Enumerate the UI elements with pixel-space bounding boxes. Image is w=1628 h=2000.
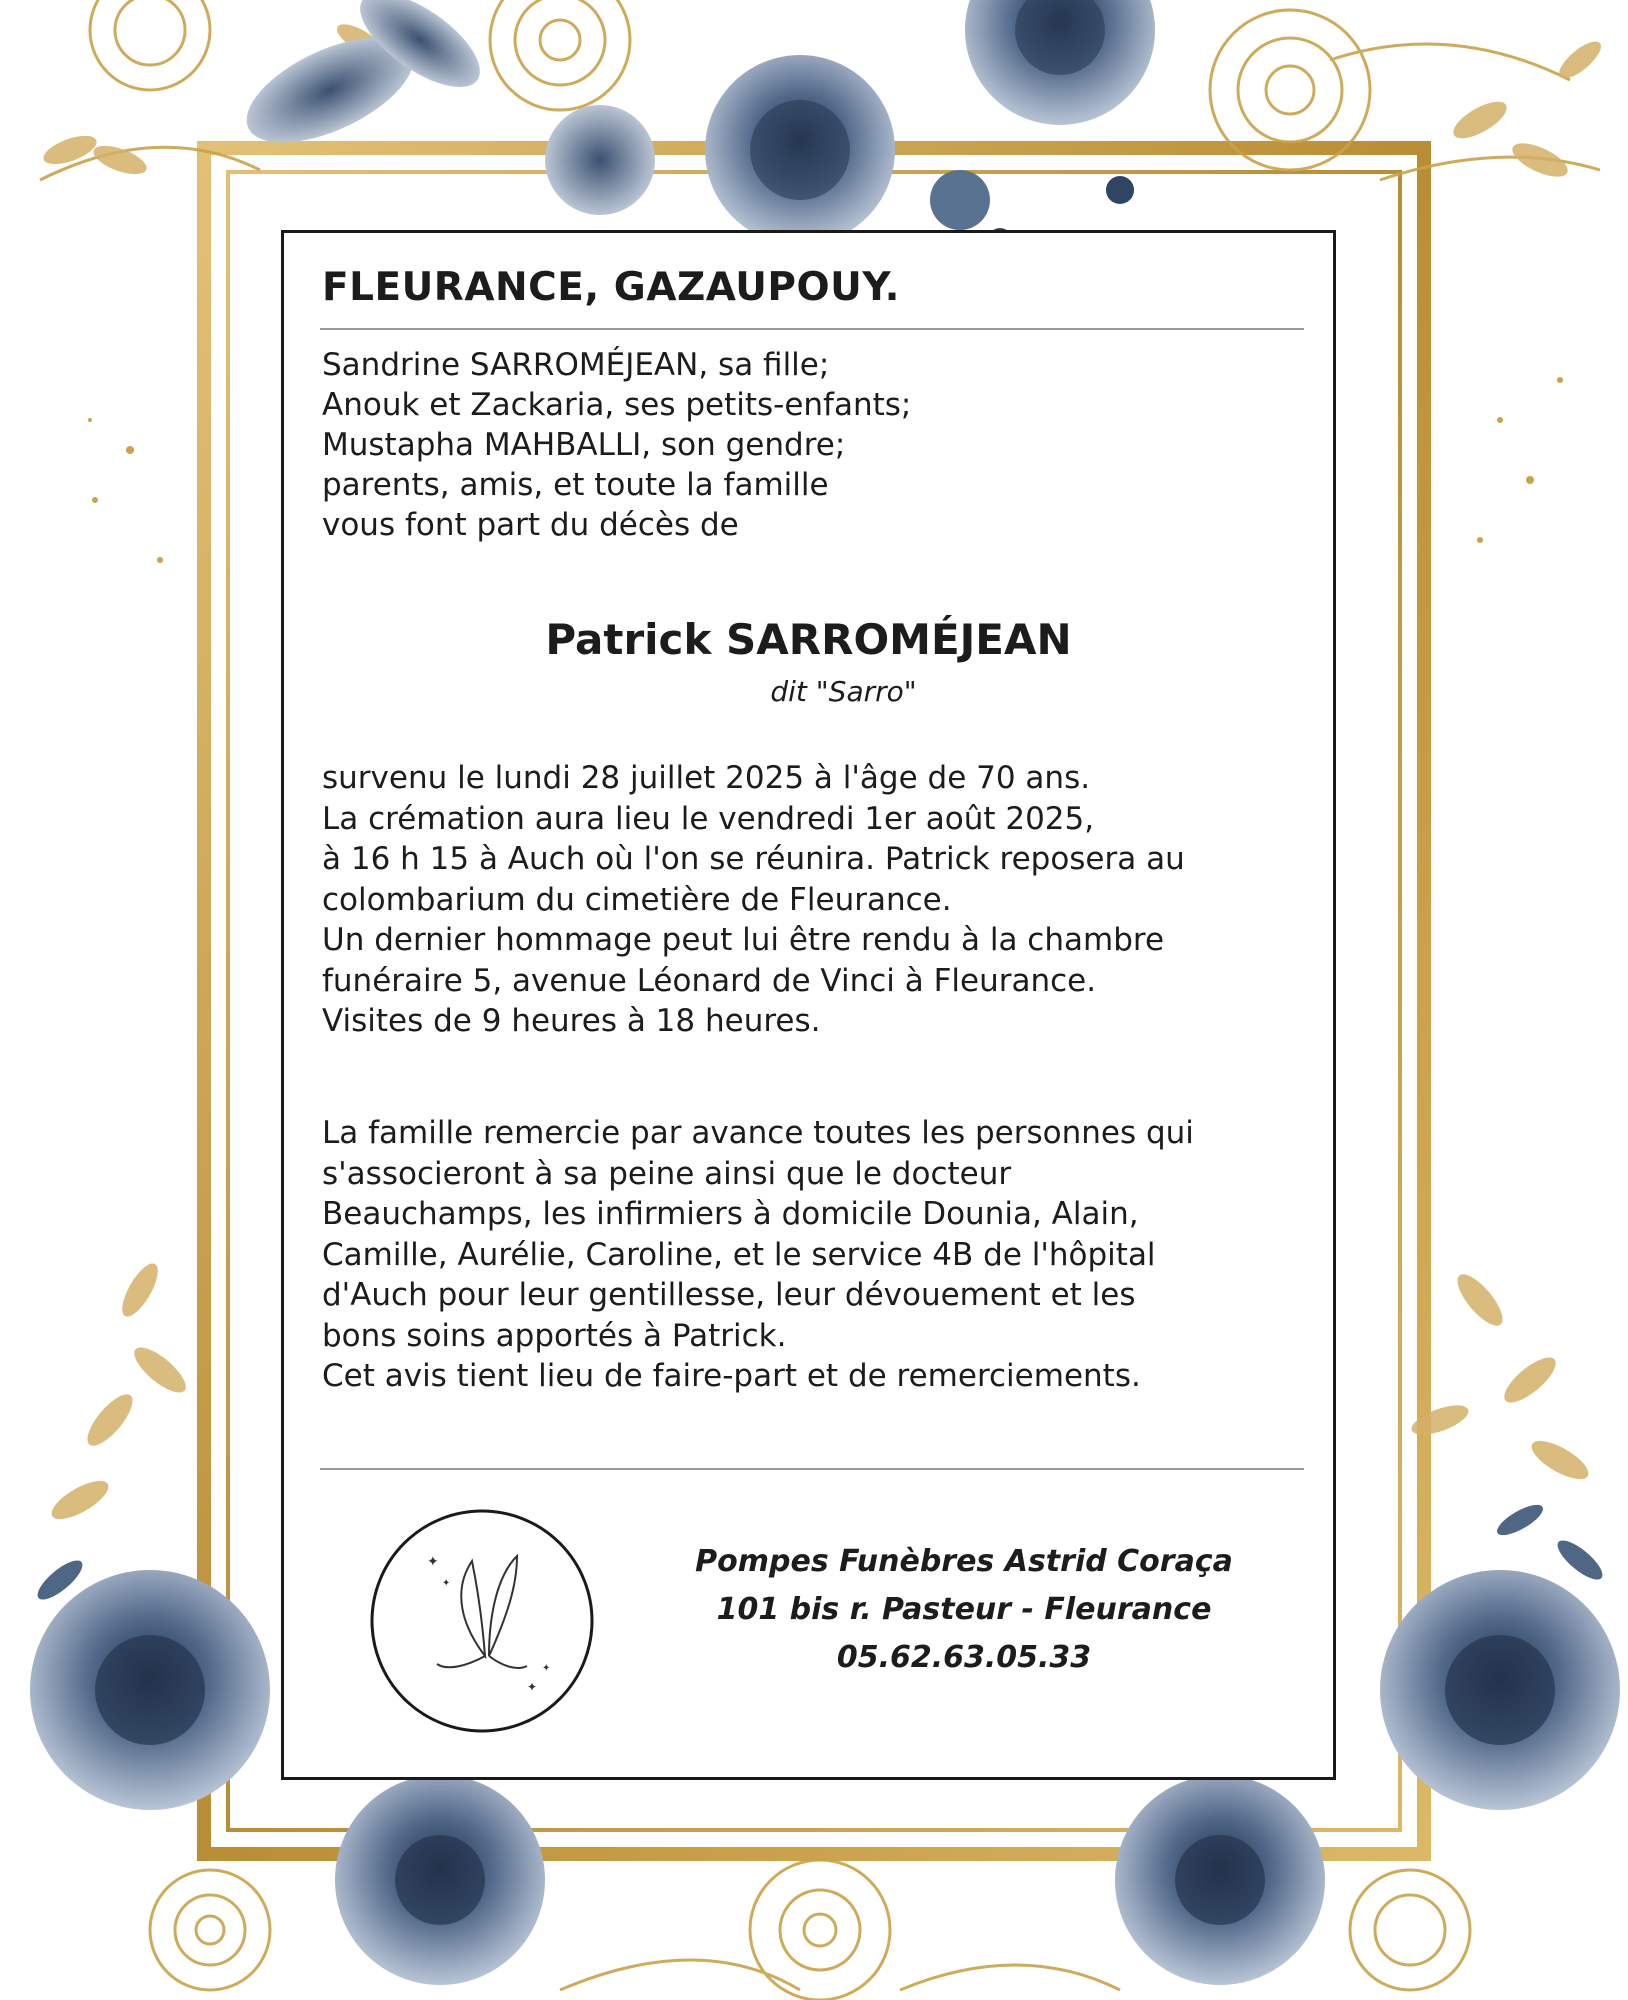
- funeral-home-phone[interactable]: 05.62.63.05.33: [836, 1640, 1092, 1675]
- ceremony-paragraph: [322, 758, 1302, 1042]
- thanks-paragraph: [322, 1113, 1302, 1397]
- text-line: Camille, Aurélie, Caroline, et le service 4B de l'hôpital: [322, 1236, 1156, 1273]
- top-divider: [320, 328, 1304, 330]
- family-line: vous font part du décès de: [322, 507, 739, 543]
- text-line: colombarium du cimetière de Fleurance.: [322, 881, 952, 918]
- text-line: Beauchamps, les infirmiers à domicile Dounia, Alain,: [322, 1196, 1139, 1232]
- funeral-home-address: 101 bis r. Pasteur - Fleurance: [716, 1592, 1212, 1627]
- text-line: Cet avis tient lieu de faire-part et de remerciements.: [322, 1358, 1141, 1394]
- family-line: Anouk et Zackaria, ses petits-enfants;: [322, 387, 912, 423]
- text-line: à 16 h 15 à Auch où l'on se réunira. Patrick reposera au: [322, 841, 1185, 877]
- family-announcement: [322, 345, 1302, 545]
- svg-text:✦: ✦: [442, 1578, 451, 1589]
- family-line: parents, amis, et toute la famille: [322, 467, 829, 503]
- text-line: d'Auch pour leur gentillesse, leur dévouement et les: [322, 1277, 1136, 1313]
- deceased-name: Patrick SARROMÉJEAN: [545, 615, 1072, 664]
- family-line: Mustapha MAHBALLI, son gendre;: [322, 427, 846, 463]
- text-line: Un dernier hommage peut lui être rendu à la chambre: [322, 922, 1165, 958]
- text-line: Visites de 9 heures à 18 heures.: [322, 1003, 821, 1039]
- funeral-home-name: Pompes Funèbres Astrid Coraça: [695, 1544, 1233, 1579]
- obituary-card: [281, 230, 1336, 1780]
- svg-text:✦: ✦: [527, 1680, 538, 1694]
- text-line: funéraire 5, avenue Léonard de Vinci à Fleurance.: [322, 962, 1097, 999]
- text-line: survenu le lundi 28 juillet 2025 à l'âge de 70 ans.: [322, 760, 1091, 796]
- butterfly-icon: [367, 1506, 597, 1736]
- svg-text:✦: ✦: [542, 1663, 551, 1674]
- deceased-nickname: dit "Sarro": [770, 675, 917, 708]
- svg-text:✦: ✦: [427, 1554, 439, 1570]
- family-line: Sandrine SARROMÉJEAN, sa fille;: [322, 347, 830, 383]
- funeral-home-info: [654, 1538, 1274, 1682]
- location-heading: FLEURANCE, GAZAUPOUY.: [322, 265, 900, 310]
- text-line: La crémation aura lieu le vendredi 1er août 2025,: [322, 800, 1095, 837]
- text-line: s'associeront à sa peine ainsi que le docteur: [322, 1155, 1012, 1192]
- bottom-divider: [320, 1468, 1304, 1470]
- text-line: La famille remercie par avance toutes les personnes qui: [322, 1115, 1194, 1151]
- text-line: bons soins apportés à Patrick.: [322, 1317, 787, 1354]
